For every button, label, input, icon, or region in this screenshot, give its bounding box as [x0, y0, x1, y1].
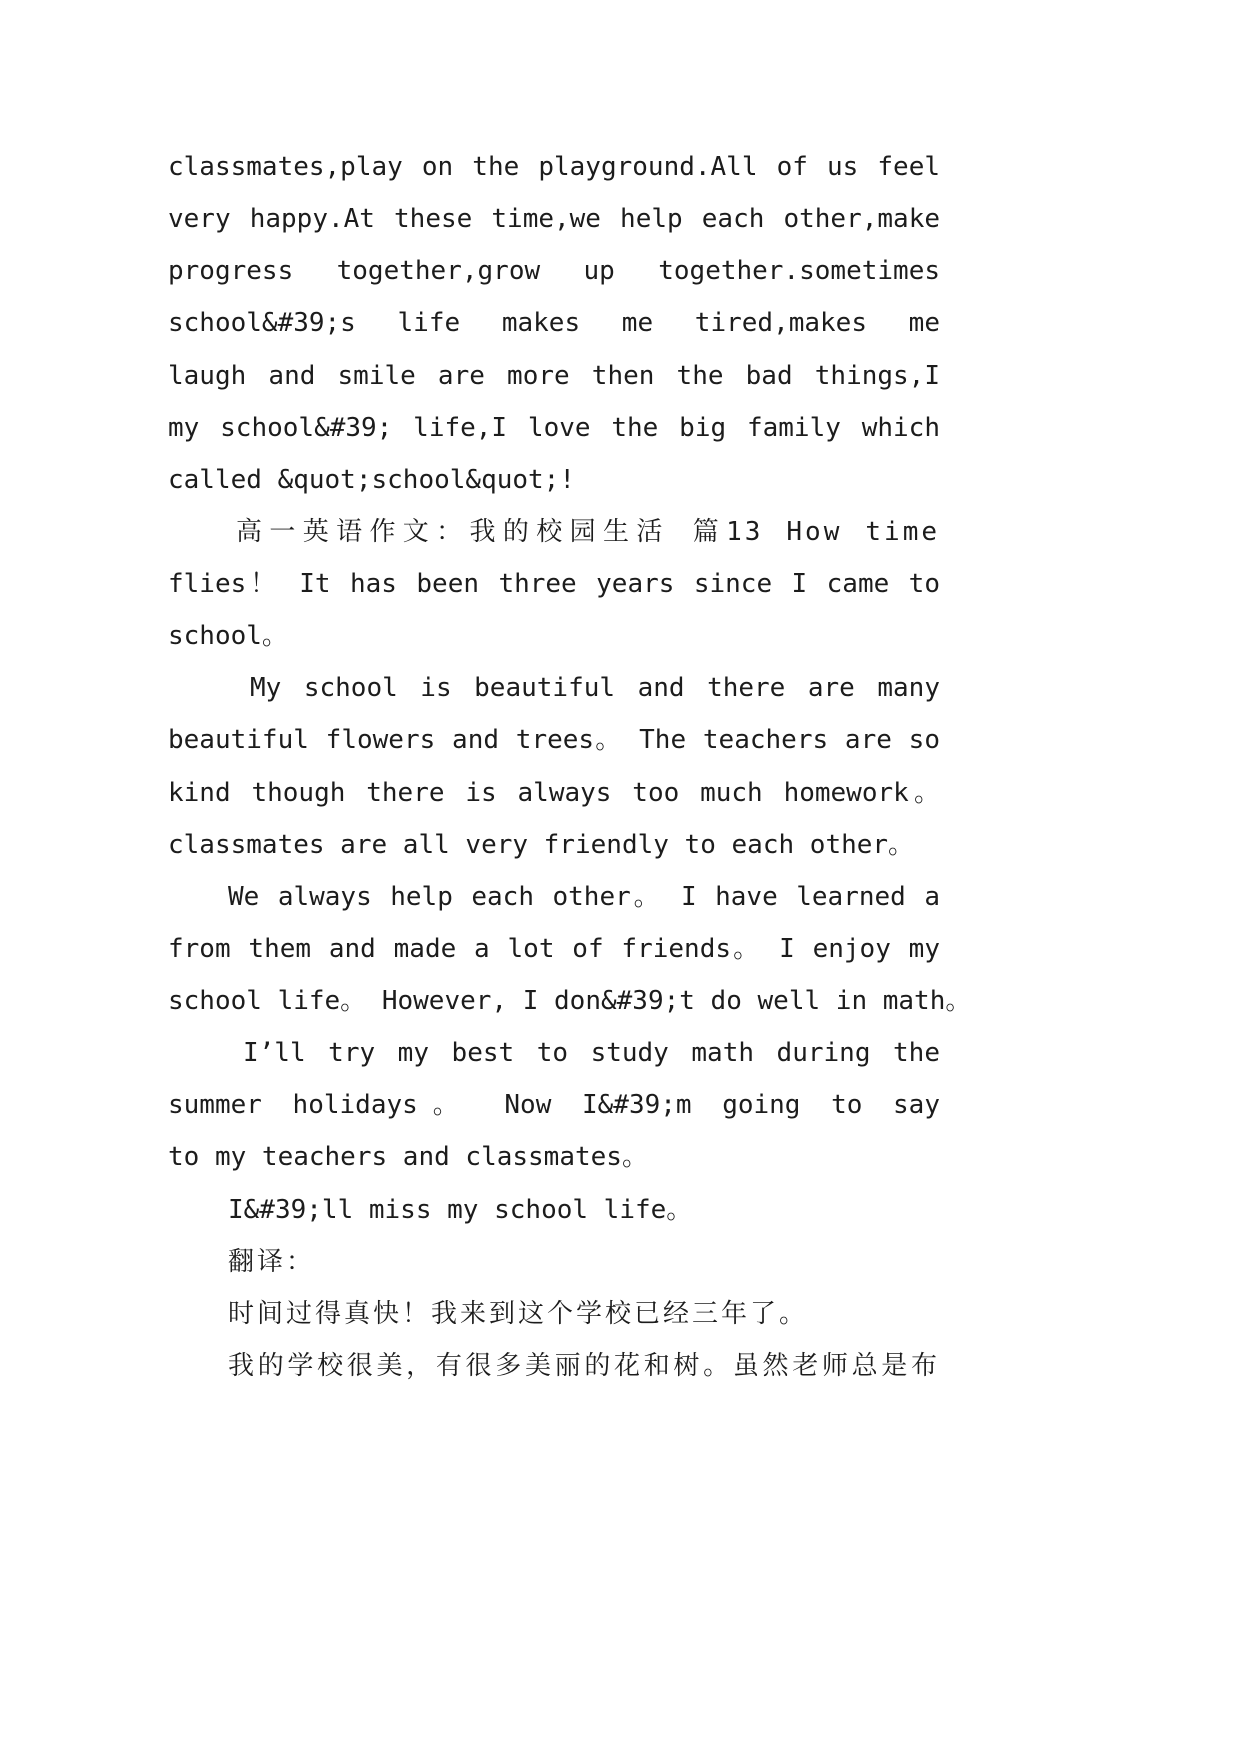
text-line: classmates,play on the playground.All of us feel	[168, 152, 940, 182]
text-line: We always help each other。 I have learned a	[228, 881, 940, 912]
text-line: school life。 However, I don&#39;t do well in math。	[168, 986, 972, 1016]
text-line: called &quot;school&quot;!	[168, 464, 575, 495]
text-line: classmates are all very friendly to each other。	[168, 829, 915, 860]
text-line: to my teachers and classmates。	[168, 1142, 648, 1173]
text-line: school&#39;s life makes me tired,makes me	[168, 308, 940, 339]
text-line: kind though there is always too much homework。	[168, 777, 940, 808]
text-line: school。	[168, 621, 288, 652]
text-line: from them and made a lot of friends。 I enjoy my	[168, 933, 940, 964]
section-heading-line: 高一英语作文：我的校园生活 篇13 How time	[236, 516, 940, 547]
text-line: My school is beautiful and there are many	[250, 673, 940, 704]
text-line: very happy.At these time,we help each other,make	[168, 204, 940, 235]
text-line: progress together,grow up together.sometimes	[168, 256, 940, 287]
text-line: summer holidays。 Now I&#39;m going to say	[168, 1090, 940, 1121]
document-page	[168, 141, 972, 1392]
text-line: I’ll try my best to study math during the	[243, 1038, 940, 1069]
text-line: I&#39;ll miss my school life。	[228, 1194, 693, 1225]
text-line: laugh and smile are more then the bad things,I	[168, 360, 940, 391]
translation-heading: 翻译：	[228, 1246, 316, 1277]
text-line: beautiful flowers and trees。 The teachers are so	[168, 725, 940, 756]
text-line: 时间过得真快！我来到这个学校已经三年了。	[228, 1298, 809, 1329]
text-line: 我的学校很美，有很多美丽的花和树。虽然老师总是布	[228, 1350, 940, 1381]
text-line: my school&#39; life,I love the big family which	[168, 412, 940, 443]
text-line: flies！ It has been three years since I came to	[168, 569, 940, 599]
